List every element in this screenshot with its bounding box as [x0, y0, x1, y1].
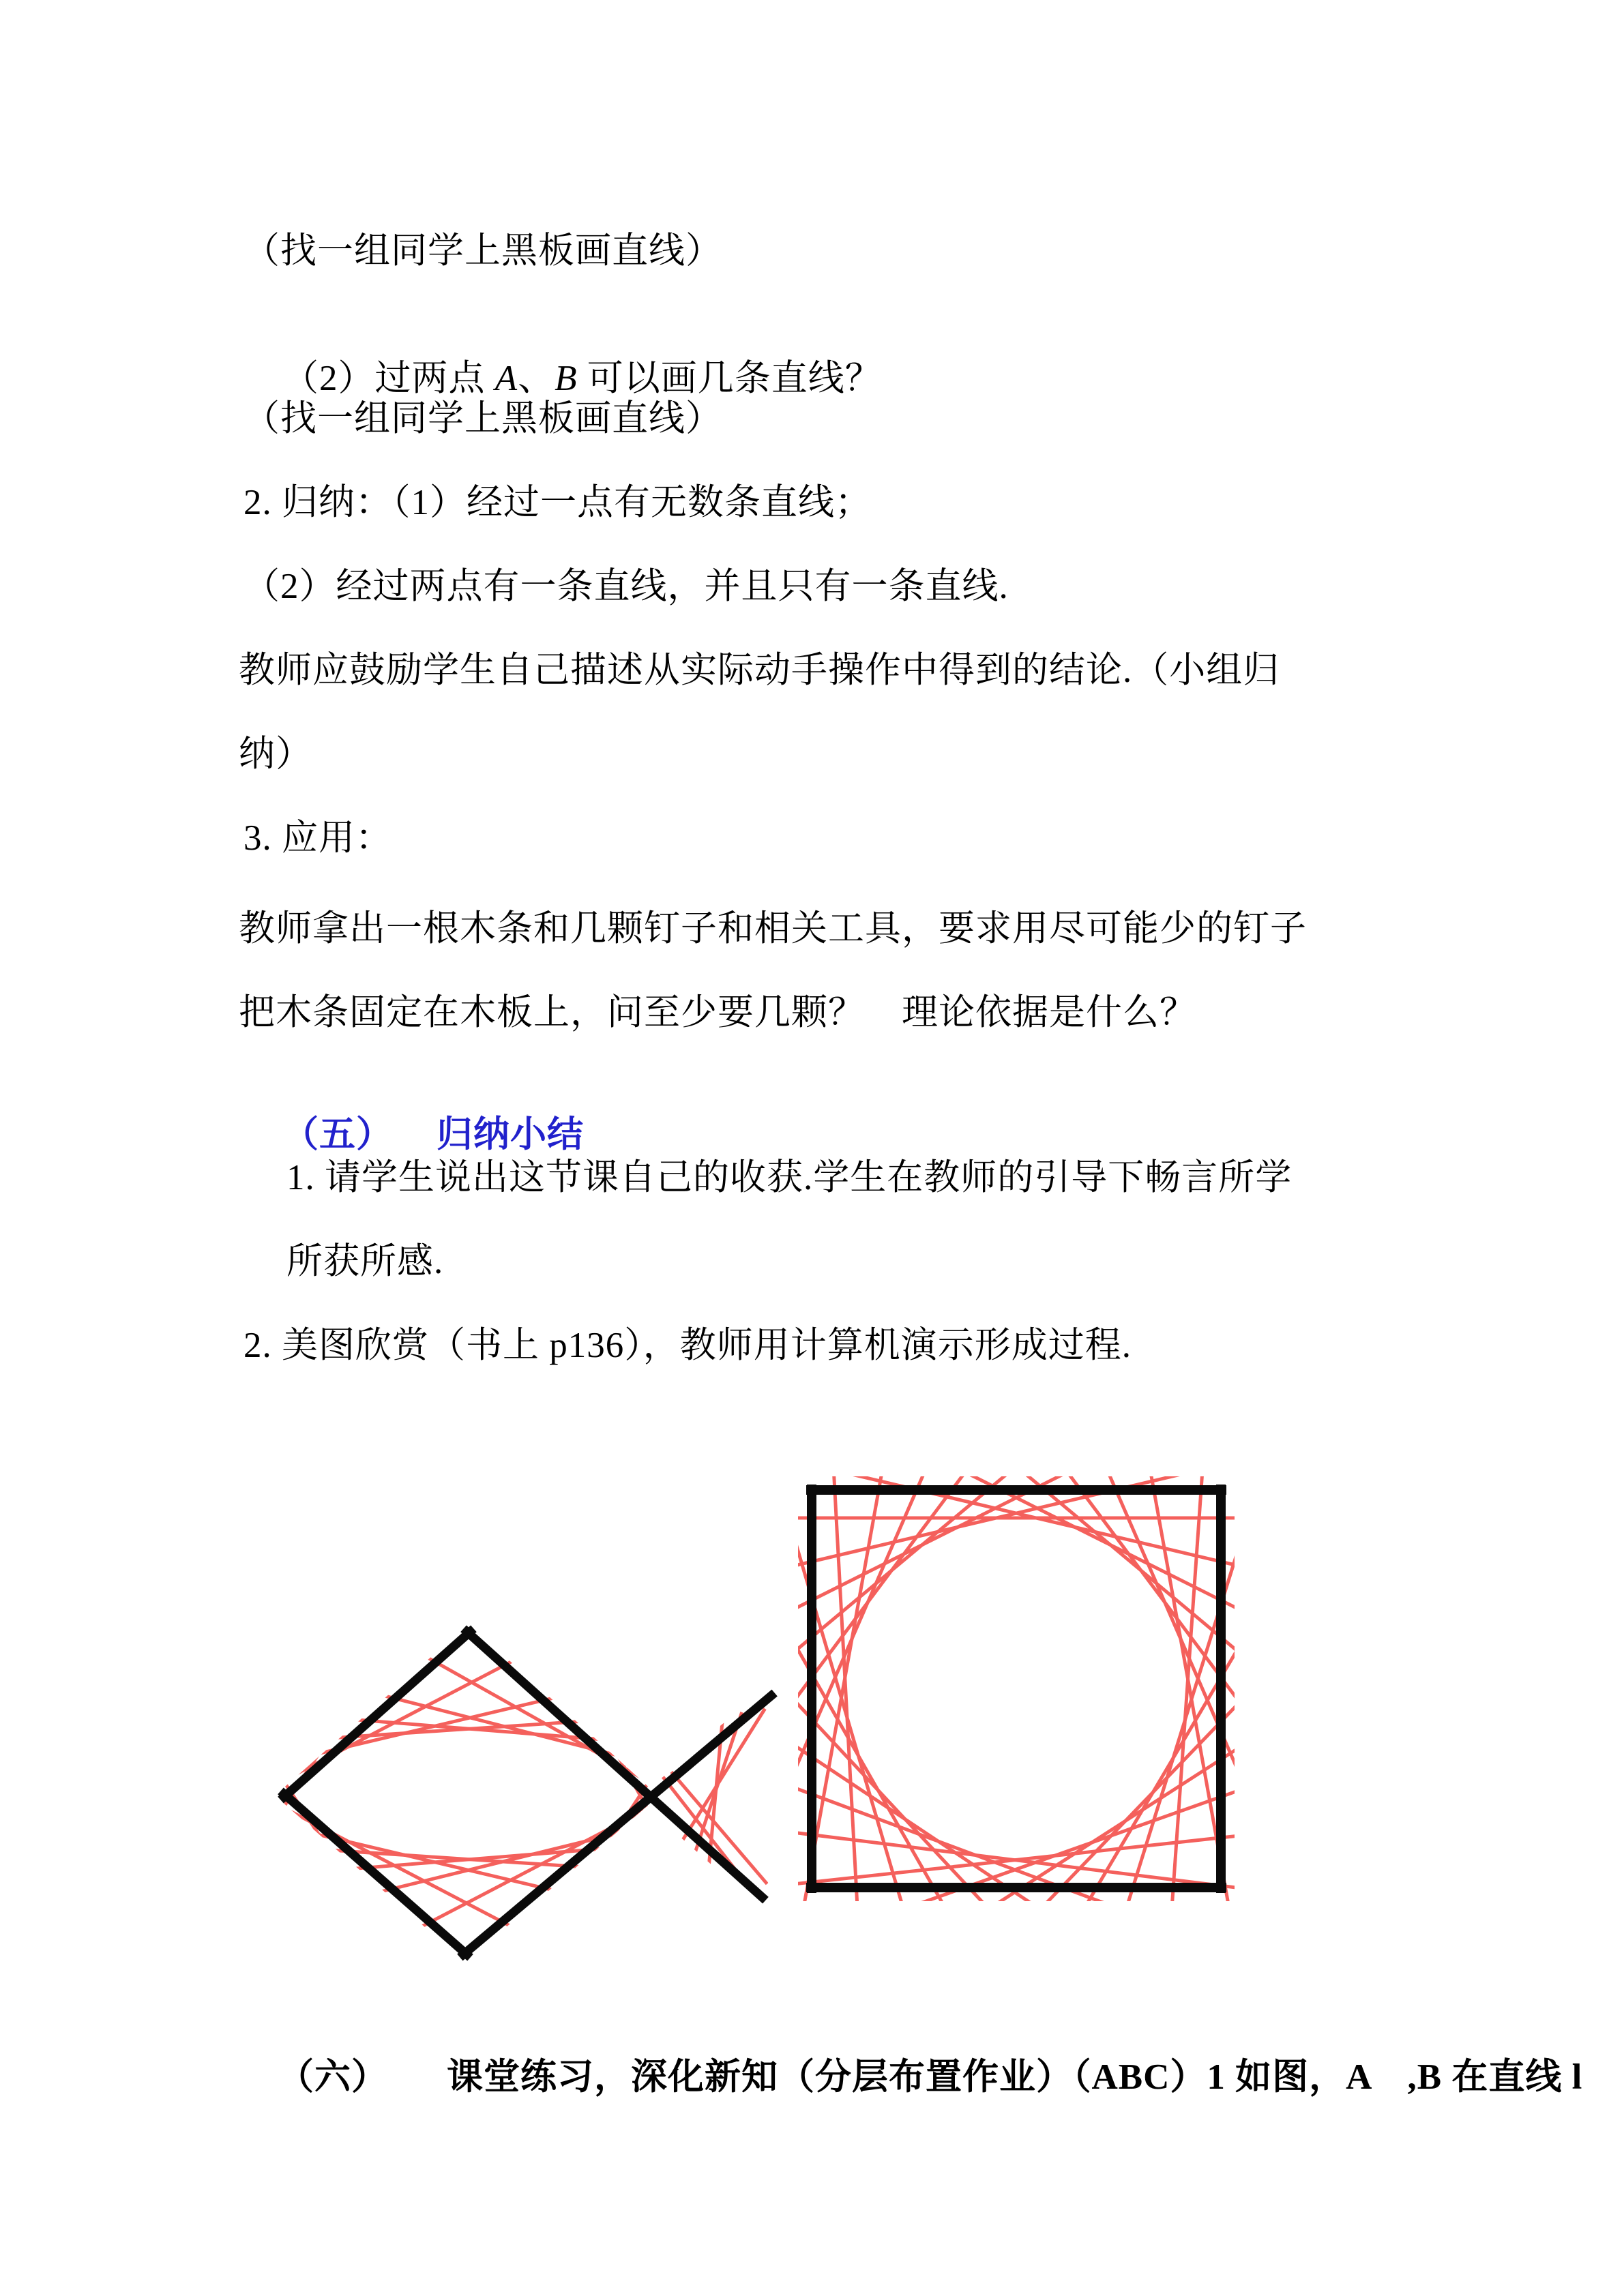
paragraph-line-10: 把木条固定在木板上，问至少要几颗？ 理论依据是什么？ — [239, 993, 1196, 1032]
section-6-text: 课堂练习，深化新知（分层布置作业）（ABC）1 如图，A ,B 在直线 l — [447, 2057, 1583, 2097]
paragraph-line-7: 纳） — [239, 734, 312, 774]
point-label-a: A — [494, 359, 518, 398]
section-6-number: （六） — [278, 2057, 388, 2097]
section-heading-6 — [239, 2012, 1582, 2143]
paragraph-line-13: 所获所感. — [286, 1242, 444, 1281]
paragraph-line-3: （找一组同学上黑板画直线） — [243, 399, 722, 438]
line-2-prefix: （2）过两点 — [282, 359, 495, 398]
paragraph-line-9: 教师拿出一根木条和几颗钉子和相关工具，要求用尽可能少的钉子 — [239, 909, 1307, 949]
point-label-b: B — [555, 359, 578, 398]
line-2-separator: 、 — [518, 359, 555, 398]
paragraph-line-12: 1. 请学生说出这节课自己的收获.学生在教师的引导下畅言所学 — [286, 1158, 1293, 1197]
paragraph-line-1: （找一组同学上黑板画直线） — [243, 231, 722, 271]
paragraph-line-5: （2）经过两点有一条直线，并且只有一条直线. — [243, 567, 1009, 606]
paragraph-line-8: 3. 应用： — [243, 818, 392, 858]
paragraph-line-14: 2. 美图欣赏（书上 p136），教师用计算机演示形成过程. — [243, 1326, 1132, 1365]
section-5-number: （五） — [282, 1115, 393, 1154]
section-5-title: 归纳小结 — [437, 1115, 584, 1154]
paragraph-line-4: 2. 归纳：（1）经过一点有无数条直线； — [243, 483, 872, 522]
line-2-suffix: 可以画几条直线？ — [577, 359, 882, 398]
paragraph-line-6: 教师应鼓励学生自己描述从实际动手操作中得到的结论.（小组归 — [239, 651, 1280, 690]
